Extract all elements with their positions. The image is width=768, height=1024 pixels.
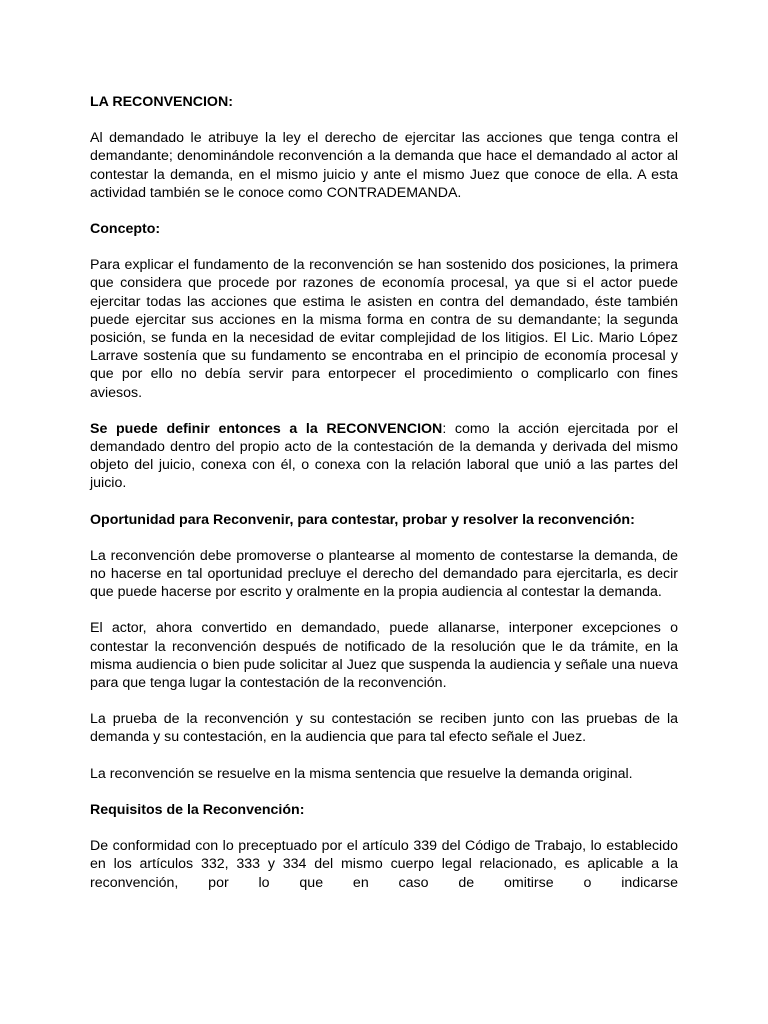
oportunidad-heading: Oportunidad para Reconvenir, para contestar, probar y resolver la reconvención: bbox=[90, 511, 635, 528]
oportunidad-paragraph-3: La prueba de la reconvención y su contestación se reciben junto con las pruebas de la demanda y su contestación, en la audiencia que para tal efecto señale el Juez. bbox=[90, 711, 678, 746]
document-title: LA RECONVENCION: bbox=[90, 94, 233, 110]
oportunidad-paragraph-4: La reconvención se resuelve en la misma sentencia que resuelve la demanda original. bbox=[90, 765, 633, 782]
requisitos-paragraph: De conformidad con lo preceptuado por el artículo 339 del Código de Trabajo, lo establecido en los artículos 332, 333 y 334 del mismo cuerpo legal relacionado, es aplicable a la reconvención, por lo que en caso de omitirse o indicarse bbox=[90, 838, 678, 891]
requisitos-heading: Requisitos de la Reconvención: bbox=[90, 801, 305, 818]
oportunidad-paragraph-2: El actor, ahora convertido en demandado, puede allanarse, interponer excepciones o contestar la reconvención después de notificado de la resolución que le da trámite, en la misma audiencia o bien pude solicitar al Juez que suspenda la audiencia y señale una nueva para que tenga lugar la contestación de la reconvención. bbox=[90, 620, 678, 692]
oportunidad-paragraph-1: La reconvención debe promoverse o plantearse al momento de contestarse la demanda, de no hacerse en tal oportunidad precluye el derecho del demandado para ejercitarla, es decir que puede hacerse por escrito y oralmente en la propia audiencia al contestar la demanda. bbox=[90, 547, 678, 601]
definition-paragraph bbox=[90, 420, 678, 493]
concepto-heading: Concepto: bbox=[90, 221, 161, 238]
document-page bbox=[90, 93, 678, 910]
definition-text: : como la acción ejercitada por el demandado dentro del propio acto de la contestación de la demanda y derivada del mismo objeto del juicio, conexa con él, o conexa con la relación laboral que unió a las partes del juicio. bbox=[90, 420, 678, 492]
intro-paragraph: Al demandado le atribuye la ley el derecho de ejercitar las acciones que tenga contra el demandante; denominándole reconvención a la demanda que hace el demandado al actor al contestar la demanda, en el mismo juicio y ante el mismo Juez que conoce de ella. A esta actividad también se le conoce como CONTRADEMANDA. bbox=[90, 130, 678, 201]
definition-bold-text: Se puede definir entonces a la RECONVENCION bbox=[90, 420, 443, 437]
concepto-paragraph: Para explicar el fundamento de la reconvención se han sostenido dos posiciones, la primera que considera que procede por razones de economía procesal, ya que si el actor puede ejercitar todas las acciones que estima le asisten en contra del demandado, éste también puede ejercitar sus acciones en la misma forma en contra de su demandante; la segunda posición, se funda en la necesidad de evitar complejidad de los litigios. El Lic. Mario López Larrave sostenía que su fundamento se encontraba en el principio de economía procesal y que por ello no debía servir para entorpecer el procedimiento o complicarlo con fines aviesos. bbox=[90, 257, 678, 401]
